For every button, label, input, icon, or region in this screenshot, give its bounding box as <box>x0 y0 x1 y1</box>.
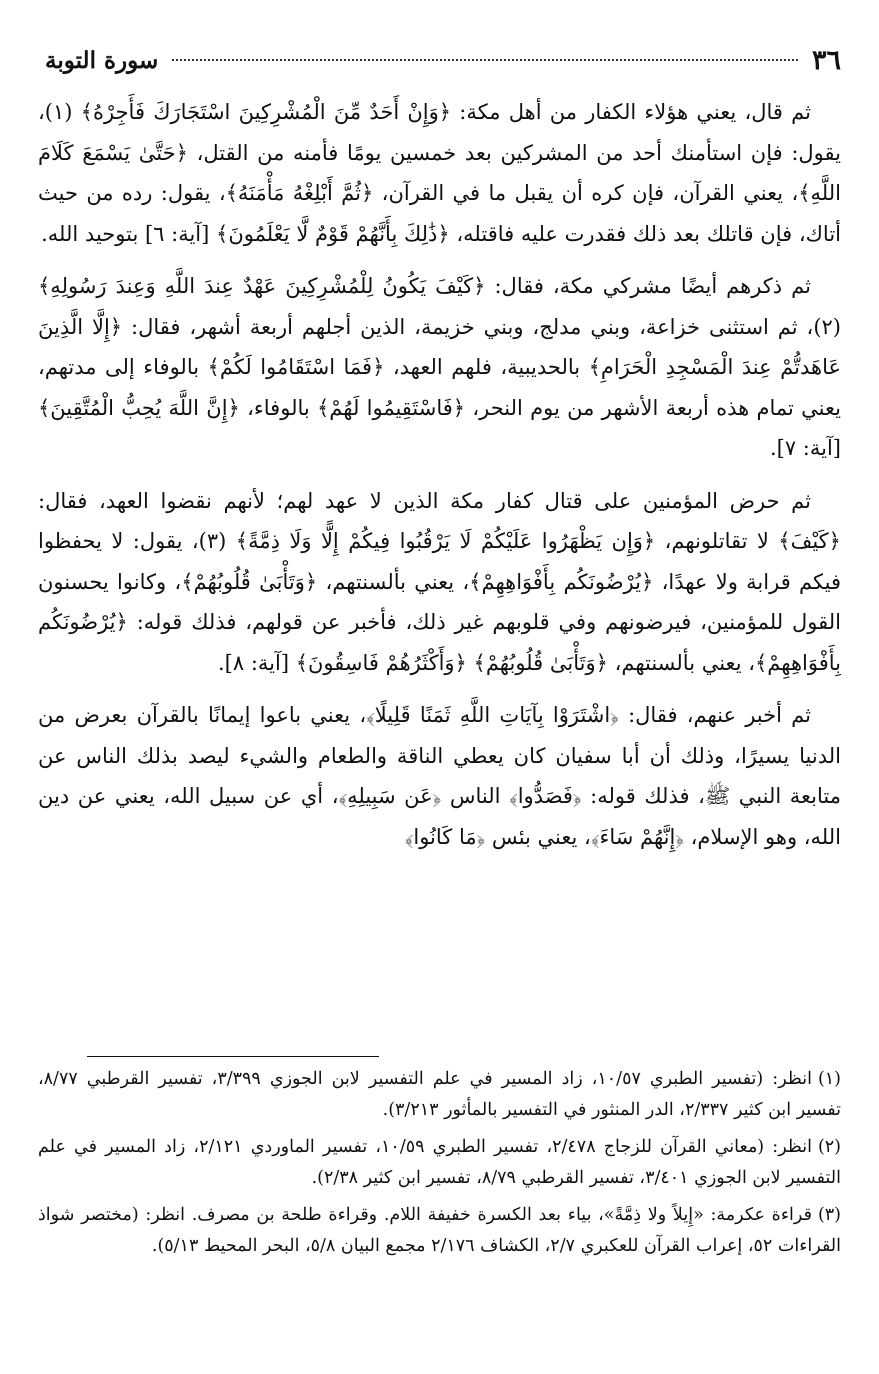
footnote-number: (١) <box>817 1069 841 1089</box>
footnotes <box>38 1064 841 1334</box>
footnote-separator <box>87 1056 379 1057</box>
paragraph: ثم حرض المؤمنين على قتال كفار مكة الذين لا عهد لهم؛ لأنهم نقضوا العهد، فقال: ﴿كَيْفَ﴾ لا تقاتلونهم، ﴿وَإِن يَظْهَرُوا عَلَيْكُمْ لَا يَرْقُبُوا فِيكُمْ إِلًّا وَلَا ذِمَّةً﴾ (٣)، يقول: لا يحفظوا فيكم قرابة ولا عهدًا، ﴿يُرْضُونَكُم بِأَفْوَاهِهِمْ﴾، يعني بألسنتهم، ﴿وَتَأْبَىٰ قُلُوبُهُمْ﴾، وكانوا يحسنون القول للمؤمنين، فيرضونهم وفي قلوبهم غير ذلك، فأخبر عن قولهم، فذلك قوله: ﴿يُرْضُونَكُم بِأَفْوَاهِهِمْ﴾، يعني بألسنتهم، ﴿وَتَأْبَىٰ قُلُوبُهُمْ﴾ ﴿وَأَكْثَرُهُمْ فَاسِقُونَ﴾ [آية: ٨]. <box>38 488 841 675</box>
header-dotted-leader <box>172 59 798 61</box>
footnote <box>38 1200 841 1262</box>
page-header <box>45 40 841 80</box>
paragraph: ثم أخبر عنهم، فقال: ﴿اشْتَرَوْا بِآيَاتِ اللَّهِ ثَمَنًا قَلِيلًا﴾، يعني باعوا إيمانًا بالقرآن بعرض من الدنيا يسيرًا، وذلك أن أبا سفيان كان يعطي الناقة والطعام والشيء ليصد بذلك الناس عن متابعة النبي ﷺ، فذلك قوله: ﴿فَصَدُّوا﴾ الناس ﴿عَن سَبِيلِهِ﴾، أي عن سبيل الله، يعني عن دين الله، وهو الإسلام، ﴿إِنَّهُمْ سَاءَ﴾، يعني بئس ﴿مَا كَانُوا﴾ <box>38 703 841 849</box>
paragraph: ثم ذكرهم أيضًا مشركي مكة، فقال: ﴿كَيْفَ يَكُونُ لِلْمُشْرِكِينَ عَهْدٌ عِندَ اللَّهِ وَعِندَ رَسُولِهِ﴾ (٢)، ثم استثنى خزاعة، وبني مدلج، وبني خزيمة، الذين أجلهم أربعة أشهر، فقال: ﴿إِلَّا الَّذِينَ عَاهَدتُّمْ عِندَ الْمَسْجِدِ الْحَرَامِ﴾ بالحديبية، فلهم العهد، ﴿فَمَا اسْتَقَامُوا لَكُمْ﴾ بالوفاء إلى مدتهم، يعني تمام هذه أربعة الأشهر من يوم النحر، ﴿فَاسْتَقِيمُوا لَهُمْ﴾ بالوفاء، ﴿إِنَّ اللَّهَ يُحِبُّ الْمُتَّقِينَ﴾ [آية: ٧]. <box>38 274 841 460</box>
footnote <box>38 1132 841 1194</box>
footnote-text: انظر: (معاني القرآن للزجاج ٢/٤٧٨، تفسير الطبري ١٠/٥٩، تفسير الماوردي ٢/١٢١، زاد المسير في علم التفسير لابن الجوزي ٣/٤٠١، تفسير القرطبي ٨/٧٩، تفسير ابن كثير ٢/٣٨). <box>38 1137 841 1188</box>
footnote <box>38 1064 841 1126</box>
main-text <box>38 92 841 1036</box>
surah-title: سورة التوبة <box>45 46 159 74</box>
footnote-text: قراءة عكرمة: «إِيلاً ولا ذِمَّةً»، بياء بعد الكسرة خفيفة اللام. وقراءة طلحة بن مصرف. انظر: (مختصر شواذ القراءات ٥٢، إعراب القرآن للعكبري ٢/٧، الكشاف ٢/١٧٦ مجمع البيان ٥/٨، البحر المحيط ٥/١٣). <box>38 1205 841 1256</box>
paragraph: ثم قال، يعني هؤلاء الكفار من أهل مكة: ﴿وَإِنْ أَحَدٌ مِّنَ الْمُشْرِكِينَ اسْتَجَارَكَ فَأَجِرْهُ﴾ (١)، يقول: فإن استأمنك أحد من المشركين بعد خمسين يومًا فأمنه من القتل، ﴿حَتَّىٰ يَسْمَعَ كَلَامَ اللَّهِ﴾، يعني القرآن، فإن كره أن يقبل ما في القرآن، ﴿ثُمَّ أَبْلِغْهُ مَأْمَنَهُ﴾، يقول: رده من حيث أتاك، فإن قاتلك بعد ذلك فقدرت عليه فاقتله، ﴿ذَٰلِكَ بِأَنَّهُمْ قَوْمٌ لَّا يَعْلَمُونَ﴾ [آية: ٦] بتوحيد الله. <box>38 100 841 246</box>
page-number: ٣٦ <box>811 44 841 76</box>
footnote-text: انظر: (تفسير الطبري ١٠/٥٧، زاد المسير في علم التفسير لابن الجوزي ٣/٣٩٩، تفسير القرطبي ٨/٧٧، تفسير ابن كثير ٢/٣٣٧، الدر المنثور في التفسير بالمأثور ٣/٢١٣). <box>38 1069 841 1120</box>
footnote-number: (٢) <box>817 1137 841 1157</box>
footnote-number: (٣) <box>817 1205 841 1225</box>
